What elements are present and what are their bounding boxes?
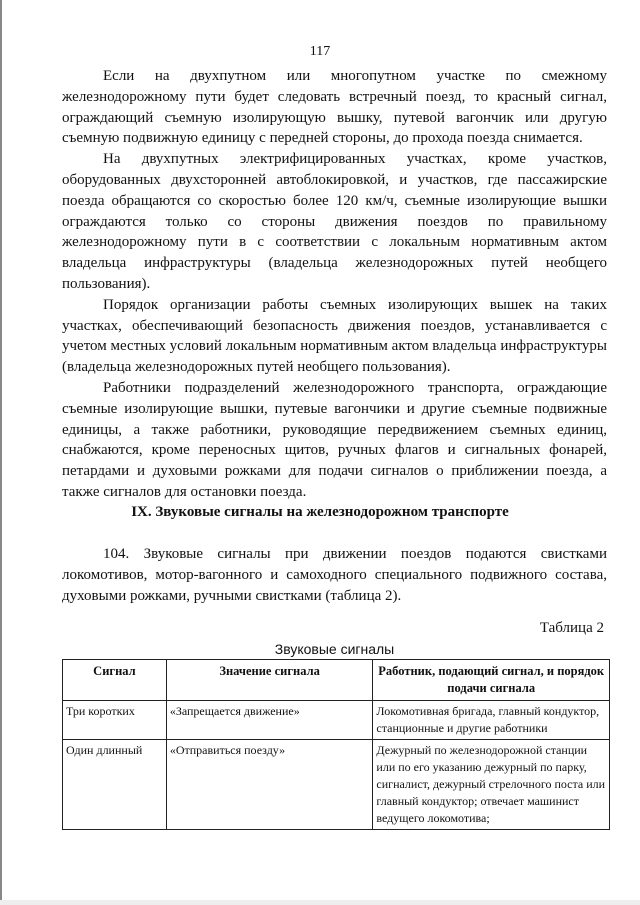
paragraph: Работники подразделений железнодорожного транспорта, ограждающие съемные изолирующие вышки, путевые вагончики и другие съемные подвижные единицы, а также работники, руководящие передвижением съемных единиц, снабжаются, кроме переносных щитов, ручных флагов и сигнальных фонарей, петардами и духовыми рожками для подачи сигналов о приближении поезда, а также сигналов для остановки поезда. <box>62 379 607 500</box>
header-worker: Работник, подающий сигнал, и порядок подачи сигнала <box>373 660 610 701</box>
cell-signal: Один длинный <box>63 740 167 830</box>
sound-signals-table <box>62 659 610 830</box>
paragraph: На двухпутных электрифицированных участках, кроме участков, оборудованных двухсторонней автоблокировкой, и участков, где пассажирские поезда обращаются со скоростью более 120 км/ч, съемные изолирующие вышки ограждаются только со стороны движения поездов по правильному железнодорожному пути в с соответствии с локальным нормативным актом владельца инфраструктуры (владельца железнодорожных путей необщего пользования). <box>62 151 607 292</box>
cell-worker: Локомотивная бригада, главный кондуктор, станционные и другие работники <box>373 701 610 740</box>
table-row <box>63 701 610 740</box>
table-caption: Звуковые сигналы <box>274 641 395 657</box>
scan-edge <box>0 0 2 905</box>
table-row <box>63 740 610 830</box>
body-text <box>62 66 607 503</box>
header-meaning: Значение сигнала <box>166 660 373 701</box>
section-heading: IX. Звуковые сигналы на железнодорожном транспорте <box>131 504 509 520</box>
paragraph-104: 104. Звуковые сигналы при движении поездов подаются свистками локомотивов, мотор-вагонного и самоходного специального подвижного состава, духовыми рожками, ручными свистками (таблица 2). <box>62 546 607 604</box>
table-label: Таблица 2 <box>539 620 604 636</box>
table-header-row <box>63 660 610 701</box>
paragraph: Если на двухпутном или многопутном участке по смежному железнодорожному пути будет следовать встречный поезд, то красный сигнал, ограждающий съемную изолирующую вышку, путевой вагончик или другую съемную подвижную единицу с передней стороны, до прохода поезда снимается. <box>62 68 607 147</box>
page-number: 117 <box>309 44 331 59</box>
header-signal: Сигнал <box>63 660 167 701</box>
cell-meaning: «Отправиться поезду» <box>166 740 373 830</box>
paragraph: Порядок организации работы съемных изолирующих вышек на таких участках, обеспечивающий безопасность движения поездов, устанавливается с учетом местных условий локальным нормативным актом владельца инфраструктуры (владельца железнодорожных путей необщего пользования). <box>62 296 607 376</box>
scan-edge-bottom <box>0 900 640 905</box>
cell-signal: Три коротких <box>63 701 167 740</box>
cell-meaning: «Запрещается движение» <box>166 701 373 740</box>
cell-worker: Дежурный по железнодорожной станции или по его указанию дежурный по парку, сигналист, дежурный стрелочного поста или главный кондуктор; отвечает машинист ведущего локомотива; <box>373 740 610 830</box>
